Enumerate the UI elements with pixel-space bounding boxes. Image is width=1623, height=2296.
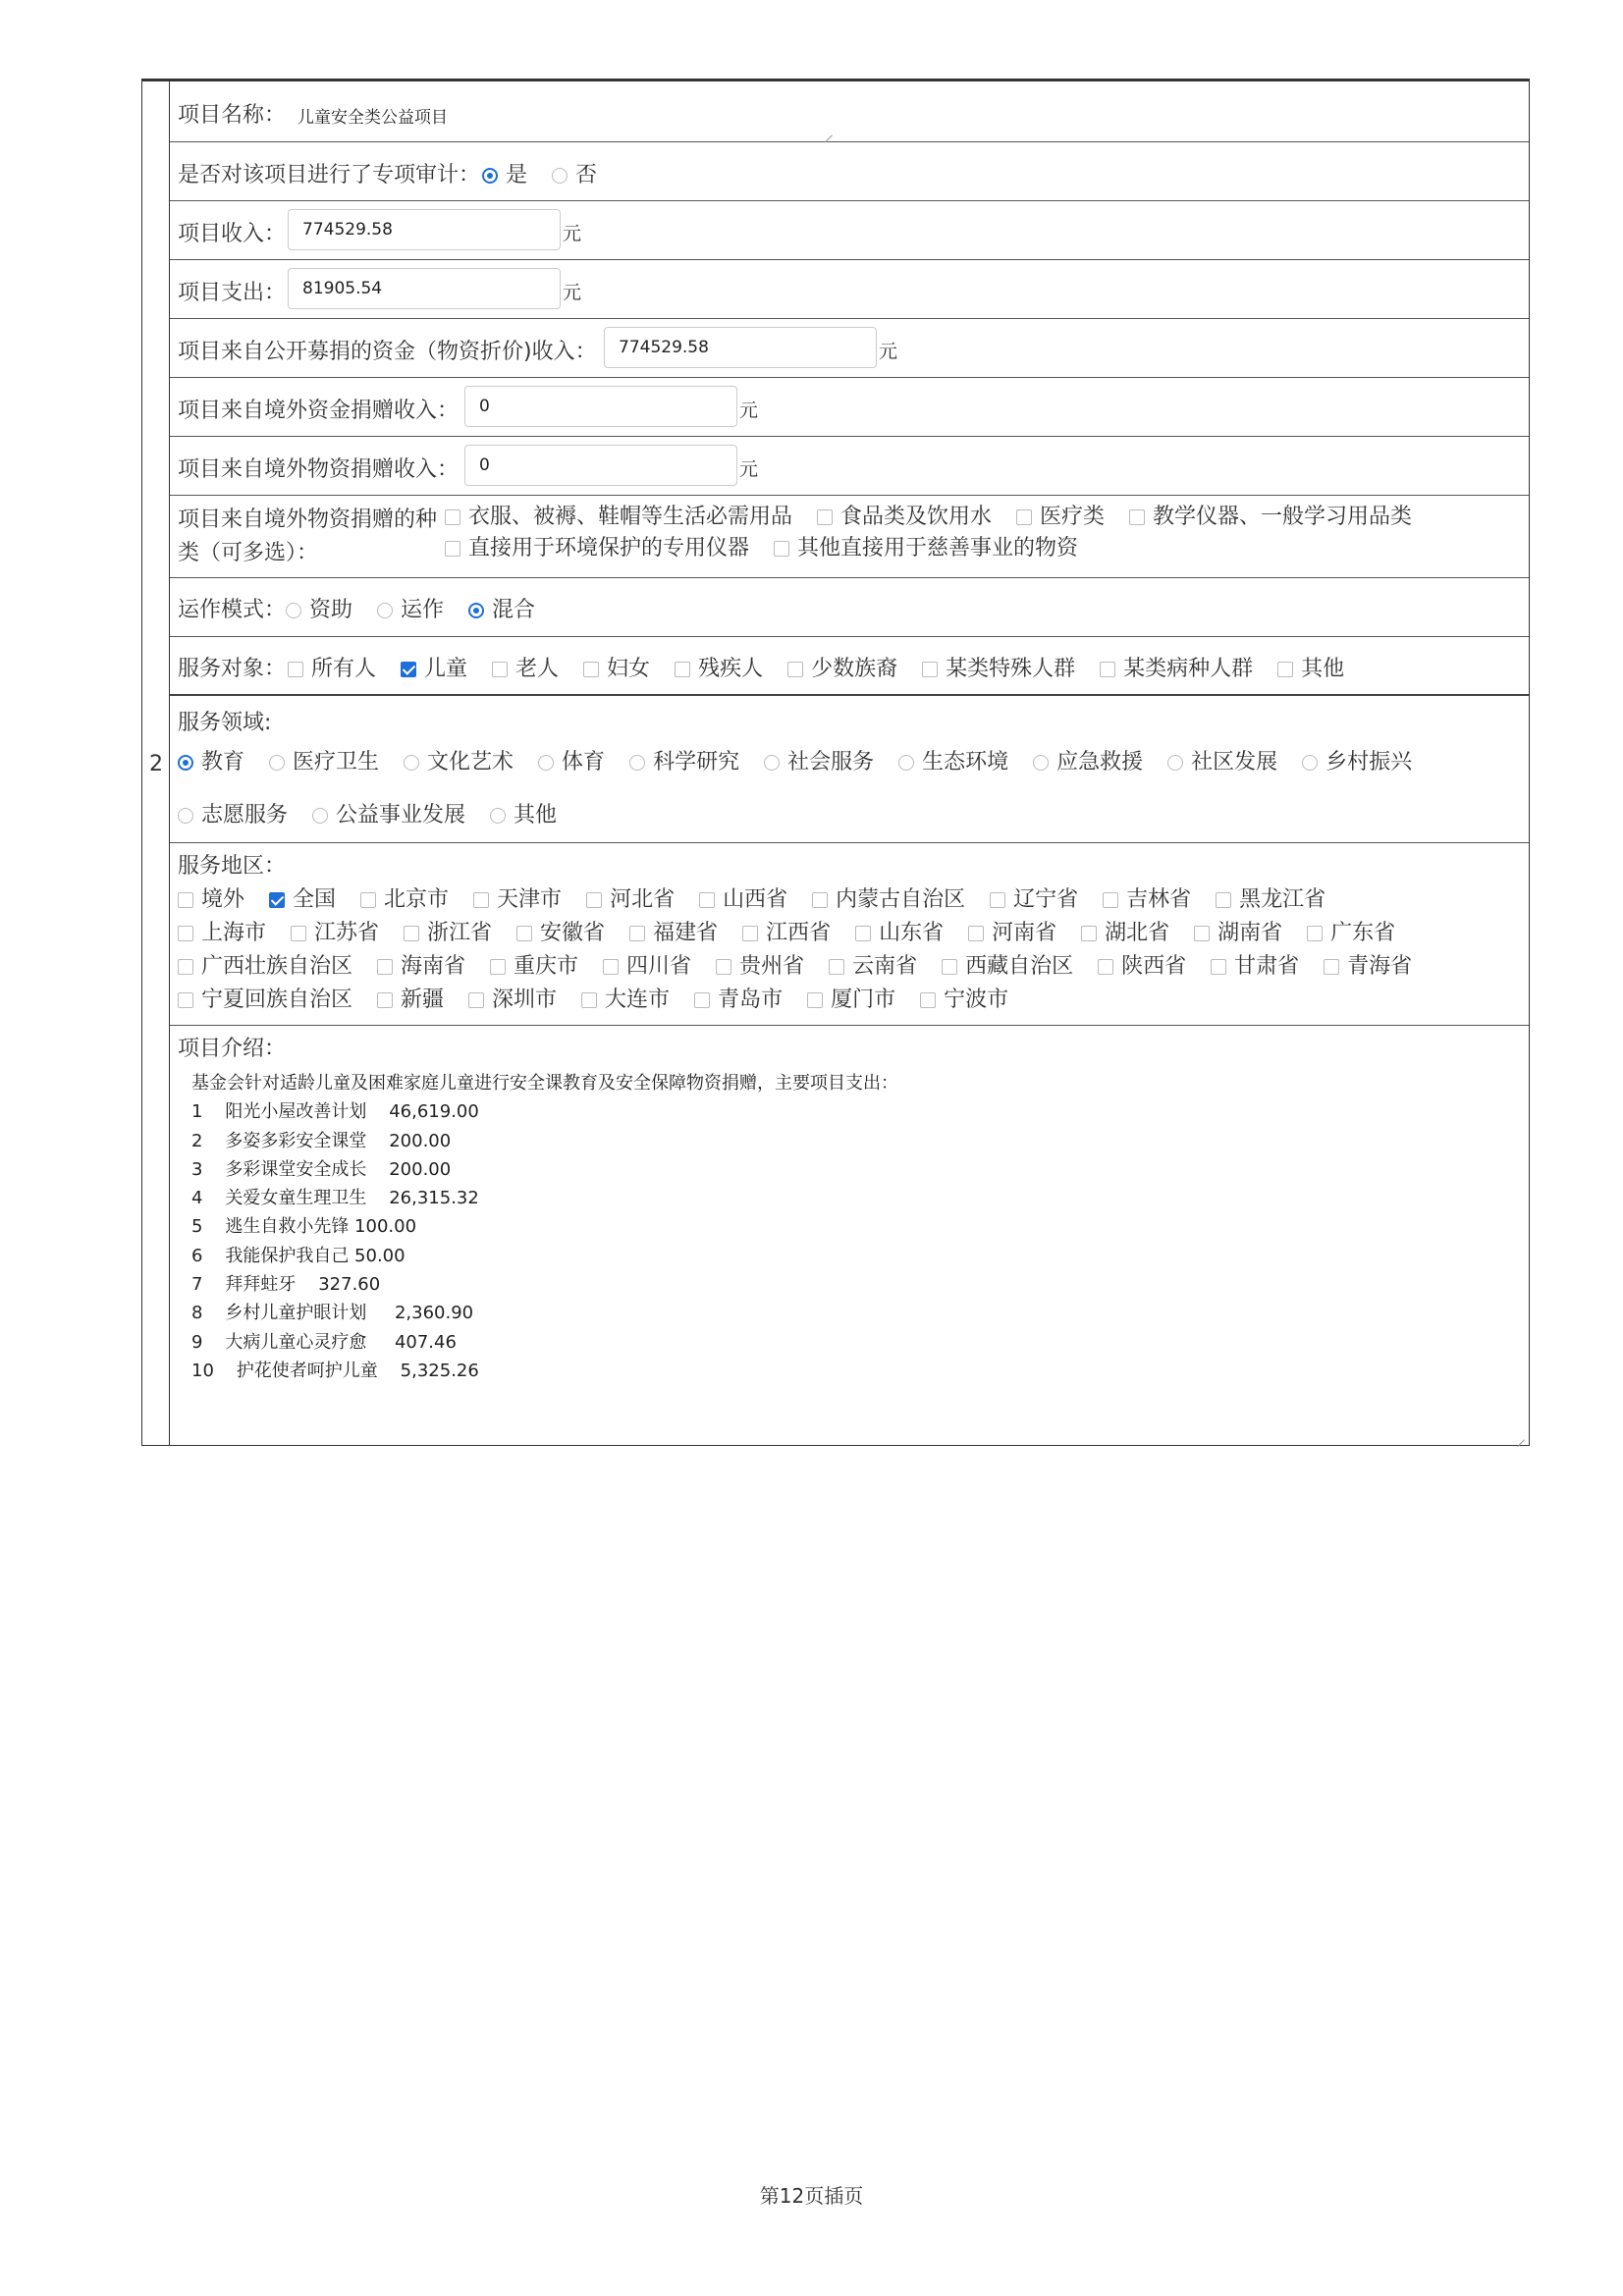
page-footer: 第12页插页: [759, 2184, 864, 2208]
resize-handle-icon[interactable]: [823, 126, 833, 135]
resize-handle-icon[interactable]: [1515, 1430, 1525, 1440]
field-option[interactable]: 科学研究: [629, 745, 739, 775]
region-option[interactable]: 湖北省: [1081, 916, 1169, 946]
region-label: 服务地区：: [178, 854, 287, 879]
region-option[interactable]: 山东省: [855, 916, 944, 946]
checkbox-icon[interactable]: [968, 926, 984, 941]
mode-option-mixed[interactable]: 混合: [468, 593, 535, 623]
income-unit: 元: [563, 223, 582, 244]
region-option[interactable]: 安徽省: [516, 916, 605, 946]
checkbox-icon[interactable]: [1307, 926, 1323, 941]
checkbox-icon[interactable]: [1194, 926, 1210, 941]
checkbox-icon[interactable]: [1129, 509, 1145, 525]
target-option[interactable]: 老人: [492, 652, 559, 682]
radio-icon[interactable]: [764, 755, 780, 771]
goods-types-row: [170, 496, 1529, 578]
goods-type-option[interactable]: 食品类及饮用水: [817, 502, 992, 533]
checkbox-icon[interactable]: [1100, 662, 1115, 677]
goods-type-option[interactable]: 直接用于环境保护的专用仪器: [445, 533, 749, 564]
public-income-row: [170, 319, 1529, 378]
checkbox-icon[interactable]: [807, 992, 823, 1008]
checkbox-icon[interactable]: [694, 992, 710, 1008]
region-option[interactable]: 河北省: [586, 882, 675, 913]
checkbox-icon[interactable]: [817, 509, 833, 525]
expense-label: 项目支出：: [178, 281, 287, 305]
checkbox-icon[interactable]: [377, 992, 393, 1008]
region-options-row3: [178, 949, 1430, 980]
checkbox-icon[interactable]: [445, 541, 460, 557]
region-option[interactable]: 西藏自治区: [942, 949, 1073, 980]
region-option[interactable]: 黑龙江省: [1216, 882, 1325, 913]
radio-icon[interactable]: [898, 755, 914, 771]
intro-textarea[interactable]: 基金会针对适龄儿童及困难家庭儿童进行安全课教育及安全保障物资捐赠，主要项目支出： 1 阳光小屋改善计划 46,619.00 2 多姿多彩安全课堂 200.00 3 多彩课堂安全成长 200.00 4 关爱女童生理卫生 26,315.32 5 逃生自救小先锋 100.00 6 我能保护我自己 50.00 7 拜拜蛀牙 327.60 8 乡村儿童护眼计划 2,360.90 9 大病儿童心灵疗愈 407.46 10 护花使者呵护儿童 5,325.26: [191, 1073, 898, 1381]
field-option[interactable]: 文化艺术: [404, 745, 514, 775]
row-number-column: [142, 81, 170, 1445]
radio-checked-icon[interactable]: [178, 755, 193, 771]
foreign-fund-label: 项目来自境外资金捐赠收入：: [178, 399, 460, 423]
region-option[interactable]: 重庆市: [490, 949, 578, 980]
field-option[interactable]: 教育: [178, 745, 244, 775]
income-label: 项目收入：: [178, 222, 287, 246]
checkbox-icon[interactable]: [178, 959, 193, 975]
region-option[interactable]: 境外: [178, 882, 244, 913]
checkbox-icon[interactable]: [1211, 959, 1226, 975]
field-option[interactable]: 社会服务: [764, 745, 874, 775]
project-name-field[interactable]: 儿童安全类公益项目: [298, 108, 448, 128]
foreign-goods-label: 项目来自境外物资捐赠收入：: [178, 457, 460, 482]
field-row: [170, 696, 1529, 843]
checkbox-icon[interactable]: [774, 541, 789, 557]
checkbox-icon[interactable]: [716, 959, 731, 975]
region-option[interactable]: 大连市: [581, 983, 670, 1013]
checkbox-icon[interactable]: [473, 892, 489, 908]
project-name-row: [170, 81, 1529, 142]
checkbox-icon[interactable]: [178, 992, 193, 1008]
region-option[interactable]: 青岛市: [694, 983, 783, 1013]
field-option[interactable]: 公益事业发展: [312, 798, 465, 828]
region-option[interactable]: 江西省: [742, 916, 831, 946]
radio-icon[interactable]: [490, 808, 506, 824]
income-input[interactable]: 774529.58: [288, 209, 561, 250]
region-option[interactable]: 陕西省: [1098, 949, 1186, 980]
checkbox-icon[interactable]: [490, 959, 506, 975]
checkbox-icon[interactable]: [922, 662, 938, 677]
checkbox-icon[interactable]: [603, 959, 619, 975]
region-option[interactable]: 云南省: [829, 949, 917, 980]
checkbox-icon[interactable]: [516, 926, 532, 941]
project-table: [141, 79, 1530, 1446]
radio-icon[interactable]: [312, 808, 328, 824]
checkbox-icon[interactable]: [812, 892, 828, 908]
region-option[interactable]: 海南省: [377, 949, 465, 980]
checkbox-icon[interactable]: [1216, 892, 1231, 908]
checkbox-icon[interactable]: [581, 992, 597, 1008]
radio-icon[interactable]: [178, 808, 193, 824]
expense-row: [170, 260, 1529, 319]
region-option[interactable]: 厦门市: [807, 983, 895, 1013]
checkbox-icon[interactable]: [445, 509, 460, 525]
public-income-input[interactable]: 774529.58: [604, 327, 877, 368]
region-option[interactable]: 广东省: [1307, 916, 1395, 946]
checkbox-checked-icon[interactable]: [401, 662, 416, 677]
foreign-goods-row: [170, 437, 1529, 496]
field-options-row1: [178, 745, 1430, 775]
field-option[interactable]: 应急救援: [1033, 745, 1143, 775]
region-option[interactable]: 甘肃省: [1211, 949, 1299, 980]
region-option[interactable]: 浙江省: [404, 916, 492, 946]
field-option[interactable]: 社区发展: [1167, 745, 1277, 775]
region-row: [170, 843, 1529, 1026]
intro-row: [170, 1026, 1529, 1446]
goods-type-option[interactable]: 教学仪器、一般学习用品类: [1129, 502, 1412, 533]
checkbox-icon[interactable]: [360, 892, 376, 908]
region-option[interactable]: 新疆: [377, 983, 444, 1013]
checkbox-icon[interactable]: [1103, 892, 1118, 908]
intro-label: 项目介绍：: [178, 1037, 287, 1061]
region-option[interactable]: 深圳市: [468, 983, 557, 1013]
checkbox-icon[interactable]: [1016, 509, 1032, 525]
checkbox-icon[interactable]: [468, 992, 484, 1008]
foreign-fund-unit: 元: [739, 400, 759, 421]
goods-types-label: 项目来自境外物资捐赠的种 类（可多选）：: [178, 507, 438, 565]
mode-options: [286, 593, 553, 623]
checkbox-icon[interactable]: [787, 662, 803, 677]
checkbox-icon[interactable]: [920, 992, 936, 1008]
target-label: 服务对象：: [178, 657, 287, 681]
field-option[interactable]: 体育: [538, 745, 605, 775]
row-number: 2: [149, 752, 163, 776]
region-option[interactable]: 上海市: [178, 916, 266, 946]
mode-option-fund[interactable]: 资助: [286, 593, 352, 623]
target-row: [170, 637, 1529, 696]
radio-icon[interactable]: [286, 603, 301, 618]
checkbox-icon[interactable]: [288, 662, 303, 677]
region-option[interactable]: 北京市: [360, 882, 449, 913]
radio-icon[interactable]: [1033, 755, 1049, 771]
foreign-goods-unit: 元: [739, 458, 759, 480]
field-option[interactable]: 乡村振兴: [1302, 745, 1412, 775]
checkbox-icon[interactable]: [942, 959, 957, 975]
audit-options: [482, 158, 615, 188]
checkbox-icon[interactable]: [492, 662, 508, 677]
region-option[interactable]: 天津市: [473, 882, 562, 913]
target-option[interactable]: 某类特殊人群: [922, 652, 1075, 682]
radio-checked-icon[interactable]: [482, 168, 498, 184]
expense-unit: 元: [563, 282, 582, 303]
field-label: 服务领域:: [178, 711, 272, 735]
radio-icon[interactable]: [629, 755, 645, 771]
region-option[interactable]: 四川省: [603, 949, 691, 980]
target-option[interactable]: 某类病种人群: [1100, 652, 1253, 682]
region-option[interactable]: 宁波市: [920, 983, 1008, 1013]
field-option[interactable]: 其他: [490, 798, 557, 828]
checkbox-icon[interactable]: [178, 926, 193, 941]
radio-icon[interactable]: [404, 755, 419, 771]
checkbox-icon[interactable]: [291, 926, 306, 941]
field-option[interactable]: 医疗卫生: [269, 745, 379, 775]
target-option[interactable]: 儿童: [401, 652, 467, 682]
foreign-fund-row: [170, 378, 1529, 437]
checkbox-icon[interactable]: [586, 892, 602, 908]
region-option[interactable]: 江苏省: [291, 916, 379, 946]
checkbox-icon[interactable]: [855, 926, 871, 941]
radio-icon[interactable]: [1167, 755, 1183, 771]
goods-type-option[interactable]: 其他直接用于慈善事业的物资: [774, 533, 1078, 564]
checkbox-icon[interactable]: [829, 959, 844, 975]
region-option[interactable]: 吉林省: [1103, 882, 1191, 913]
target-option[interactable]: 妇女: [583, 652, 650, 682]
radio-icon[interactable]: [552, 168, 568, 184]
radio-checked-icon[interactable]: [468, 603, 484, 618]
radio-icon[interactable]: [1302, 755, 1318, 771]
radio-icon[interactable]: [269, 755, 285, 771]
checkbox-icon[interactable]: [404, 926, 419, 941]
mode-row: [170, 578, 1529, 637]
audit-row: [170, 142, 1529, 201]
target-options: [288, 652, 1362, 682]
checkbox-icon[interactable]: [1098, 959, 1113, 975]
region-option[interactable]: 福建省: [629, 916, 718, 946]
checkbox-icon[interactable]: [742, 926, 758, 941]
public-income-unit: 元: [879, 341, 898, 362]
region-option[interactable]: 河南省: [968, 916, 1056, 946]
region-options-row4: [178, 983, 1026, 1013]
region-options-row1: [178, 882, 1343, 913]
goods-type-option[interactable]: 衣服、被褥、鞋帽等生活必需用品: [445, 502, 792, 533]
checkbox-icon[interactable]: [377, 959, 393, 975]
project-name-label: 项目名称：: [178, 103, 287, 128]
target-option[interactable]: 所有人: [288, 652, 376, 682]
target-option[interactable]: 残疾人: [675, 652, 763, 682]
region-option[interactable]: 山西省: [699, 882, 787, 913]
region-option[interactable]: 内蒙古自治区: [812, 882, 965, 913]
region-option[interactable]: 宁夏回族自治区: [178, 983, 352, 1013]
foreign-goods-input[interactable]: 0: [464, 445, 737, 486]
goods-types-options: [445, 502, 1430, 564]
expense-input[interactable]: 81905.54: [288, 268, 561, 309]
audit-option-no[interactable]: 否: [552, 158, 597, 188]
foreign-fund-input[interactable]: 0: [464, 386, 737, 427]
region-option[interactable]: 湖南省: [1194, 916, 1282, 946]
public-income-label: 项目来自公开募捐的资金（物资折价)收入：: [178, 340, 597, 364]
field-options-row2: [178, 798, 574, 828]
checkbox-icon[interactable]: [1081, 926, 1097, 941]
checkbox-icon[interactable]: [178, 892, 193, 908]
income-row: [170, 201, 1529, 260]
checkbox-icon[interactable]: [1277, 662, 1293, 677]
target-option[interactable]: 少数族裔: [787, 652, 897, 682]
checkbox-icon[interactable]: [1324, 959, 1339, 975]
region-option[interactable]: 全国: [269, 882, 336, 913]
audit-option-yes[interactable]: 是: [482, 158, 527, 188]
region-option[interactable]: 辽宁省: [990, 882, 1078, 913]
region-option[interactable]: 广西壮族自治区: [178, 949, 352, 980]
goods-type-option[interactable]: 医疗类: [1016, 502, 1105, 533]
checkbox-icon[interactable]: [629, 926, 645, 941]
radio-icon[interactable]: [538, 755, 554, 771]
mode-label: 运作模式：: [178, 598, 287, 622]
mode-option-operate[interactable]: 运作: [377, 593, 444, 623]
target-option[interactable]: 其他: [1277, 652, 1344, 682]
radio-icon[interactable]: [377, 603, 393, 618]
field-option[interactable]: 志愿服务: [178, 798, 288, 828]
checkbox-icon[interactable]: [699, 892, 715, 908]
audit-label: 是否对该项目进行了专项审计：: [178, 163, 481, 187]
checkbox-icon[interactable]: [990, 892, 1005, 908]
checkbox-icon[interactable]: [583, 662, 599, 677]
field-option[interactable]: 生态环境: [898, 745, 1008, 775]
region-option[interactable]: 贵州省: [716, 949, 804, 980]
region-options-row2: [178, 916, 1413, 946]
checkbox-icon[interactable]: [675, 662, 690, 677]
region-option[interactable]: 青海省: [1324, 949, 1412, 980]
checkbox-checked-icon[interactable]: [269, 892, 285, 908]
